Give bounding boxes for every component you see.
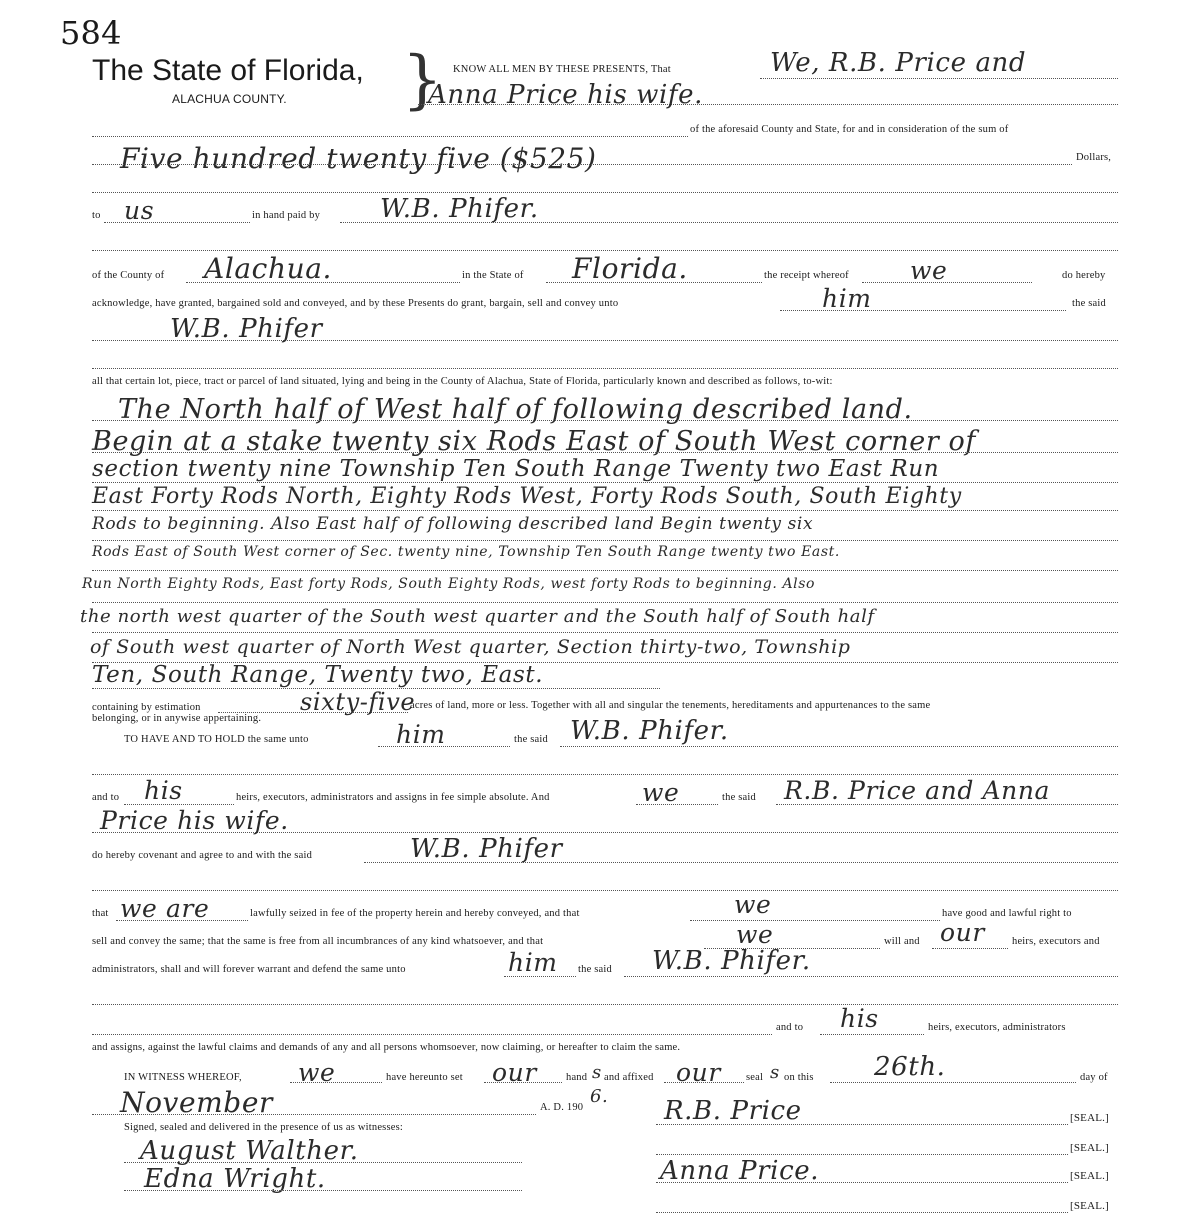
that-label: that: [92, 908, 109, 919]
and-to-who: his: [144, 776, 183, 805]
convey-unto: him: [822, 284, 872, 313]
description-line: of South west quarter of North West quarter, Section thirty-two, Township: [90, 636, 851, 658]
grantee-name: W.B. Phifer: [170, 314, 323, 344]
and-who: we: [642, 778, 680, 807]
said-grantors-2: Price his wife.: [100, 806, 289, 835]
said-label: the said: [722, 792, 756, 803]
covenant-said: W.B. Phifer: [410, 834, 563, 864]
county-of-label: of the County of: [92, 270, 165, 281]
description-line: the north west quarter of the South west quarter and the South half of South half: [80, 606, 875, 627]
defend-said-label: the said: [578, 964, 612, 975]
and-to-2-label: and to: [776, 1022, 804, 1033]
dollars-label: Dollars,: [1076, 152, 1112, 163]
know-all-label: KNOW ALL MEN BY THESE PRESENTS, That: [453, 64, 671, 75]
seal-label: [SEAL.]: [1070, 1142, 1109, 1154]
hereunto-label: have hereunto set: [386, 1072, 463, 1083]
witness-signature-2: Edna Wright.: [144, 1164, 326, 1194]
hand-s: s: [592, 1062, 602, 1083]
that-who: we are: [120, 894, 210, 923]
description-line: The North half of West half of following described land.: [118, 394, 913, 425]
have-hold-unto: him: [396, 720, 446, 749]
state-name: Florida.: [572, 252, 688, 285]
sell-convey-label: sell and convey the same; that the same is free from all incumbrances of any kind whatsoever, and that: [92, 936, 544, 947]
day-value: 26th.: [874, 1052, 946, 1082]
said-grantors-1: R.B. Price and Anna: [784, 776, 1051, 805]
consideration-sum: Five hundred twenty five ($525): [120, 142, 597, 175]
good-right-label: have good and lawful right to: [942, 908, 1072, 919]
witness-label: IN WITNESS WHEREOF,: [124, 1072, 242, 1083]
receipt-label: the receipt whereof: [764, 270, 849, 281]
acres-value: sixty-five: [300, 688, 416, 716]
have-hold-said-label: the said: [514, 734, 548, 745]
assigns-label: and assigns, against the lawful claims and demands of any and all persons whomsoever, now claiming, or hereafter to claim the same.: [92, 1042, 681, 1053]
have-hold-label: TO HAVE AND TO HOLD the same unto: [124, 734, 309, 745]
and-to-label: and to: [92, 792, 120, 803]
month-value: November: [120, 1086, 273, 1119]
set-our: our: [492, 1058, 537, 1087]
will-and-who: our: [940, 918, 985, 947]
acres-label: acres of land, more or less. Together with all and singular the tenements, hereditaments and appurtenances to the same: [410, 700, 931, 711]
ad-label: A. D. 190: [540, 1102, 584, 1113]
defend-said: W.B. Phifer.: [652, 946, 811, 976]
description-line: section twenty nine Township Ten South Range Twenty two East Run: [92, 456, 940, 482]
description-line: East Forty Rods North, Eighty Rods West, Forty Rods South, South Eighty: [92, 484, 962, 509]
description-line: Rods East of South West corner of Sec. twenty nine, Township Ten South Range twenty two East.: [92, 544, 840, 560]
do-hereby-label: do hereby: [1062, 270, 1106, 281]
description-intro: all that certain lot, piece, tract or parcel of land situated, lying and being in the County of Alachua, State of Florida, particularly known and described as follows, to-wit:: [92, 376, 833, 387]
heirs-exec-and-label: heirs, executors and: [1012, 936, 1100, 947]
seal-word-label: seal: [746, 1072, 764, 1083]
year-value: 6.: [590, 1086, 609, 1107]
covenant-label: do hereby covenant and agree to and with the said: [92, 850, 313, 861]
will-who: we: [736, 920, 774, 949]
the-said-label: the said: [1072, 298, 1106, 309]
affixed-our: our: [676, 1058, 721, 1087]
seal-label: [SEAL.]: [1070, 1170, 1109, 1182]
have-hold-said: W.B. Phifer.: [570, 716, 729, 746]
payee: us: [124, 196, 155, 225]
signed-sealed-label: Signed, sealed and delivered in the presence of us as witnesses:: [124, 1122, 404, 1133]
grantors-line-1: We, R.B. Price and: [770, 48, 1027, 78]
seal-s: s: [770, 1062, 780, 1083]
paid-by-label: in hand paid by: [252, 210, 321, 221]
description-line: Rods to beginning. Also East half of following described land Begin twenty six: [92, 514, 814, 534]
will-and-label: will and: [884, 936, 920, 947]
and-that-who: we: [734, 890, 772, 919]
heirs-exec-admin-label: heirs, executors, administrators: [928, 1022, 1066, 1033]
seal-label: [SEAL.]: [1070, 1200, 1109, 1212]
brace: }: [402, 43, 443, 117]
witness-who: we: [298, 1058, 336, 1087]
paid-by-name: W.B. Phifer.: [380, 194, 539, 224]
warrant-label: administrators, shall and will forever warrant and defend the same unto: [92, 964, 406, 975]
heirs-label: heirs, executors, administrators and assigns in fee simple absolute. And: [236, 792, 550, 803]
aforesaid-label: of the aforesaid County and State, for and in consideration of the sum of: [690, 124, 1009, 135]
seal-label: [SEAL.]: [1070, 1112, 1109, 1124]
belonging-label: belonging, or in anywise appertaining.: [92, 713, 262, 724]
witness-signature-1: August Walther.: [140, 1136, 359, 1166]
grantor-signature-2: Anna Price.: [660, 1156, 820, 1186]
grantors-line-2: Anna Price his wife.: [428, 80, 703, 110]
day-of-label: day of: [1080, 1072, 1108, 1083]
to-label: to: [92, 210, 101, 221]
state-of-label: in the State of: [462, 270, 524, 281]
description-line: Ten, South Range, Twenty two, East.: [92, 662, 544, 688]
on-this-label: on this: [784, 1072, 814, 1083]
and-to-2-who: his: [840, 1004, 879, 1033]
description-line: Run North Eighty Rods, East forty Rods, South Eighty Rods, west forty Rods to beginning. Also: [82, 576, 816, 592]
grantor-signature-1: R.B. Price: [664, 1096, 802, 1126]
defend-unto: him: [508, 948, 558, 977]
receipt-who: we: [910, 256, 948, 285]
affixed-label: and affixed: [604, 1072, 654, 1083]
acknowledge-label: acknowledge, have granted, bargained sold and conveyed, and by these Presents do grant, bargain, sell and convey unto: [92, 298, 619, 309]
lawfully-label: lawfully seized in fee of the property herein and hereby conveyed, and that: [250, 908, 580, 919]
page-number: 584: [60, 14, 122, 52]
description-line: Begin at a stake twenty six Rods East of South West corner of: [92, 426, 976, 457]
hand-label: hand: [566, 1072, 588, 1083]
county-heading: ALACHUA COUNTY.: [172, 92, 287, 106]
estimation-label: containing by estimation: [92, 702, 201, 713]
state-title: The State of Florida,: [92, 54, 364, 87]
county-name: Alachua.: [204, 252, 333, 285]
